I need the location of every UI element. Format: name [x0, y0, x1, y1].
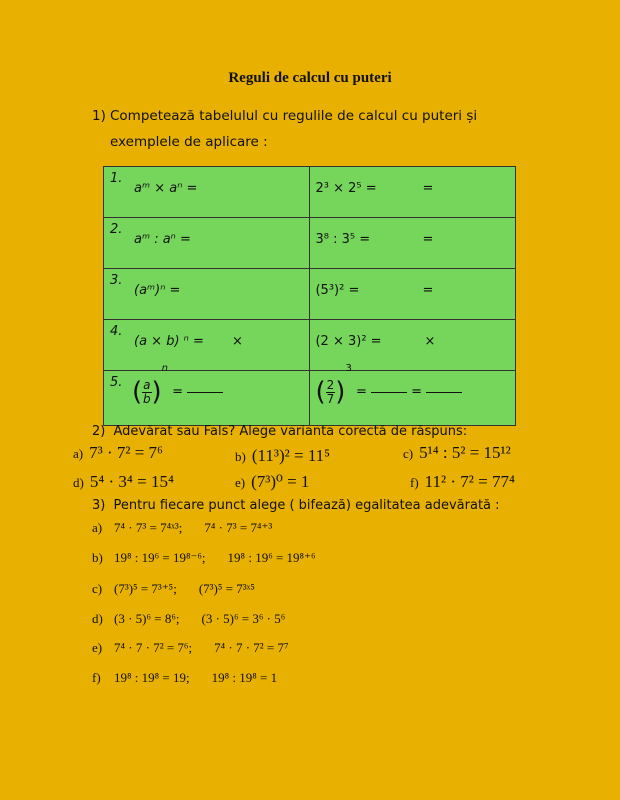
choice-row [92, 670, 277, 686]
item-label: f) [410, 475, 419, 490]
question-1-text: Competează tabelulul cu regulile de calcul cu puteri și exemplele de aplicare : [110, 108, 478, 150]
item-label: d) [73, 475, 84, 490]
true-false-item[interactable] [403, 443, 511, 463]
choice-label: c) [92, 581, 103, 596]
choice-label: e) [92, 640, 103, 655]
true-false-item[interactable] [235, 472, 309, 492]
choice-label: a) [92, 520, 103, 535]
choice-row [92, 520, 272, 536]
equals-sign: = [422, 232, 434, 247]
equals-sign: = [422, 181, 434, 196]
rule-expression: aᵐ : aⁿ = [134, 232, 191, 247]
choice-option-a[interactable]: (7³)⁵ = 7³⁺⁵; [114, 581, 177, 596]
choice-option-a[interactable]: (3 · 5)⁶ = 8⁶; [114, 611, 180, 626]
rules-table [103, 166, 516, 426]
fraction-exponent: n [161, 363, 169, 374]
question-1-number: 1) [92, 108, 106, 124]
item-label: c) [403, 446, 414, 461]
item-label: a) [73, 446, 84, 461]
choice-option-a[interactable]: 19⁸ : 19⁸ = 19; [114, 670, 190, 685]
example-expression: 2³ × 2⁵ = [315, 181, 377, 196]
table-row [104, 269, 516, 320]
choice-option-b[interactable]: (7³)⁵ = 7³ˣ⁵ [198, 581, 255, 596]
row-number: 5. [110, 375, 123, 390]
choice-option-a[interactable]: 19⁸ : 19⁶ = 19⁸⁻⁶; [114, 550, 206, 565]
table-row [104, 218, 516, 269]
item-expression: (11³)² = 11⁵ [251, 446, 331, 465]
example-expression: (2 × 3)² = [315, 334, 382, 349]
row-number: 4. [110, 324, 123, 339]
table-cell-example[interactable] [310, 269, 516, 320]
rule-expression: aᵐ × aⁿ = [134, 181, 198, 196]
table-cell-example[interactable] [310, 363, 516, 426]
choice-option-b[interactable]: 19⁸ : 19⁸ = 1 [211, 670, 278, 685]
equals-sign: = [422, 283, 434, 298]
table-cell-example[interactable] [310, 320, 516, 371]
table-cell-example[interactable] [310, 167, 516, 218]
question-3 [92, 498, 500, 513]
choice-option-b[interactable]: 7⁴ · 7 · 7² = 7⁷ [214, 640, 289, 655]
table-cell-rule [104, 363, 310, 426]
choice-row [92, 550, 315, 566]
choice-option-b[interactable]: (3 · 5)⁶ = 3⁶ · 5⁶ [201, 611, 286, 626]
choice-row [92, 581, 255, 597]
item-expression: (7³)⁰ = 1 [251, 472, 310, 491]
row-number: 2. [110, 222, 123, 237]
example-expression: (5³)² = [315, 283, 360, 298]
true-false-item[interactable] [410, 472, 515, 492]
times-sign: × [424, 334, 436, 349]
table-cell-rule [104, 320, 310, 371]
table-cell-rule [104, 269, 310, 320]
table-row [104, 371, 516, 426]
table-cell-rule [104, 218, 310, 269]
rule-expression: (aᵐ)ⁿ = [134, 283, 181, 298]
choice-label: f) [92, 670, 101, 685]
choice-row [92, 640, 289, 656]
item-expression: 5⁴ · 3⁴ = 15⁴ [89, 472, 174, 491]
choice-option-b[interactable]: 19⁸ : 19⁶ = 19⁸⁺⁶ [227, 550, 316, 565]
question-2-text: Adevărat sau Fals? Alege varianta corectă de răspuns: [113, 424, 468, 439]
fraction-numerator: 2 [326, 377, 335, 392]
question-3-number: 3) [92, 498, 106, 513]
item-expression: 5¹⁴ : 5² = 15¹² [419, 443, 511, 462]
blank-line[interactable] [371, 392, 407, 393]
row-number: 1. [110, 171, 123, 186]
blank-line[interactable] [187, 392, 223, 393]
fraction-numerator: a [143, 377, 151, 392]
question-2 [92, 424, 467, 439]
rule-expression: (a × b) ⁿ = [134, 334, 204, 349]
true-false-item[interactable] [235, 446, 330, 466]
question-1 [92, 103, 532, 155]
question-2-number: 2) [92, 424, 106, 439]
choice-label: d) [92, 611, 103, 626]
choice-row [92, 611, 285, 627]
fraction-power-rule: ( $\frac{a}{b}$ )$^n$ = [132, 377, 223, 407]
fraction-denominator: 7 [326, 391, 335, 406]
question-3-text: Pentru fiecare punct alege ( bifează) egalitatea adevărată : [113, 498, 500, 513]
table-cell-example[interactable] [310, 218, 516, 269]
true-false-item[interactable] [73, 443, 163, 463]
times-sign: × [232, 334, 243, 349]
item-expression: 11² · 7² = 77⁴ [424, 472, 515, 491]
fraction-power-example: ( $\frac{2}{7}$ )$^3$ = = [315, 377, 462, 407]
fraction-exponent: 3 [345, 363, 352, 374]
item-label: e) [235, 475, 246, 490]
example-expression: 3⁸ : 3⁵ = [315, 232, 371, 247]
row-number: 3. [110, 273, 123, 288]
table-row [104, 167, 516, 218]
choice-option-b[interactable]: 7⁴ · 7³ = 7⁴⁺³ [204, 520, 273, 535]
blank-line[interactable] [426, 392, 462, 393]
true-false-item[interactable] [73, 472, 174, 492]
fraction-denominator: b [143, 391, 151, 406]
choice-option-a[interactable]: 7⁴ · 7 · 7² = 7⁶; [114, 640, 193, 655]
table-cell-rule [104, 167, 310, 218]
choice-option-a[interactable]: 7⁴ · 7³ = 7⁴ˣ³; [114, 520, 183, 535]
item-label: b) [235, 449, 246, 464]
page-title: Reguli de calcul cu puteri [228, 70, 392, 86]
item-expression: 7³ · 7² = 7⁶ [89, 443, 163, 462]
choice-label: b) [92, 550, 103, 565]
